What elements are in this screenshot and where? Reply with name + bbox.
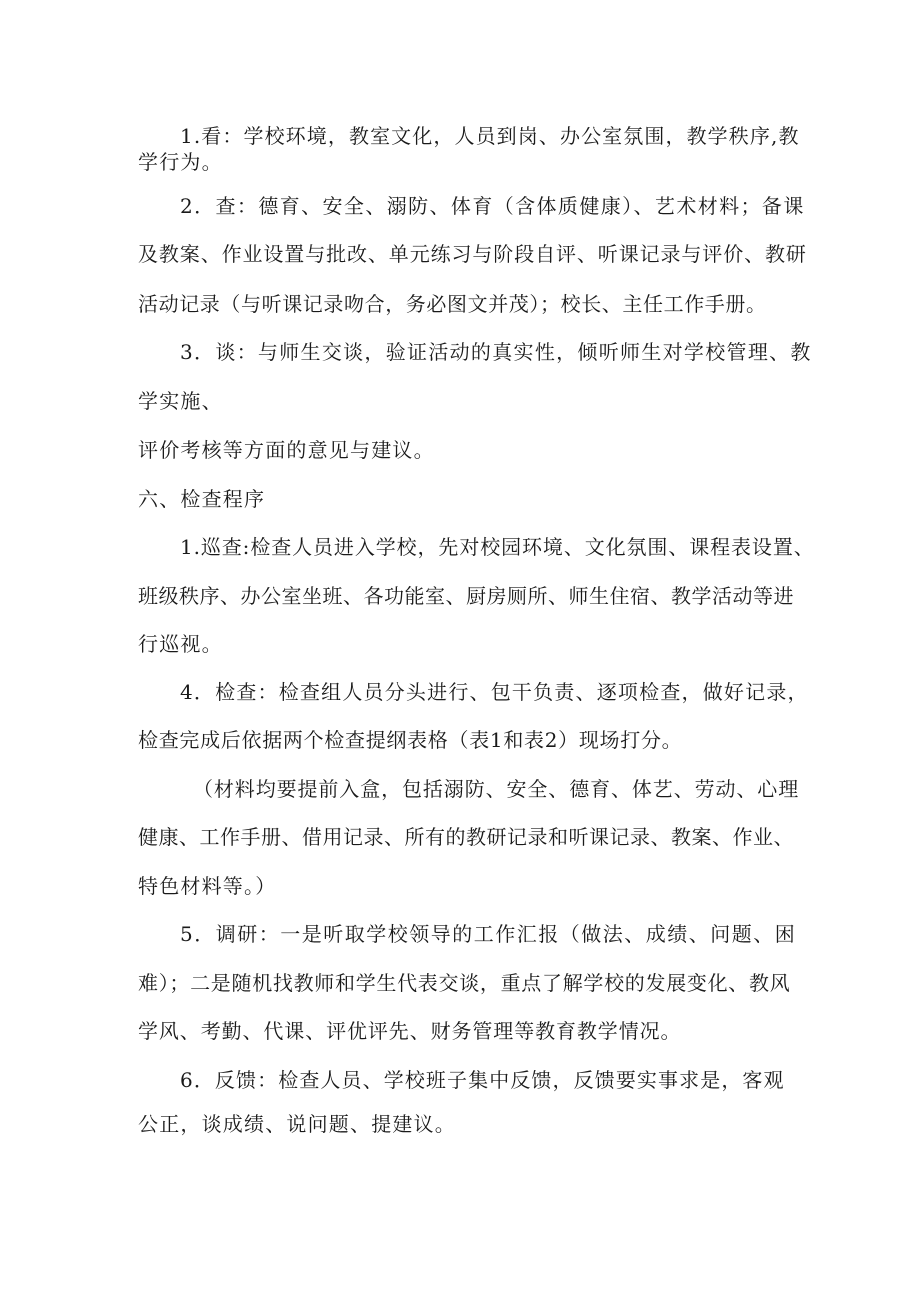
para-6-line-2: 健康、工作手册、借用记录、所有的教研记录和听课记录、教案、作业、 xyxy=(138,825,794,849)
para-2-line-1: 2．查：德育、安全、溺防、体育（含体质健康）、艺术材料；备课 xyxy=(180,194,805,218)
para-5-line-2: 检查完成后依据两个检查提纲表格（表1和表2）现场打分。 xyxy=(138,728,683,752)
para-4-line-3: 行巡视。 xyxy=(138,632,223,656)
para-2-line-3: 活动记录（与听课记录吻合，务必图文并茂）；校长、主任工作手册。 xyxy=(138,292,767,316)
para-5-line-1: 4．检查：检查组人员分头进行、包干负责、逐项检查，做好记录， xyxy=(180,680,809,704)
para-4-line-1: 1.巡查:检查人员进入学校，先对校园环境、文化氛围、课程表设置、 xyxy=(180,535,815,559)
para-7-line-2: 难）；二是随机找教师和学生代表交谈，重点了解学校的发展变化、教风 xyxy=(138,971,791,995)
para-3-line-3: 评价考核等方面的意见与建议。 xyxy=(138,438,435,462)
para-8-line-2: 公正，谈成绩、说问题、提建议。 xyxy=(138,1112,456,1136)
para-3-line-2: 学实施、 xyxy=(138,389,223,413)
para-6-line-1: （材料均要提前入盒，包括溺防、安全、德育、体艺、劳动、心理 xyxy=(193,777,800,801)
para-7-line-3: 学风、考勤、代课、评优评先、财务管理等教育教学情况。 xyxy=(138,1019,682,1043)
para-6-line-3: 特色材料等。） xyxy=(138,874,277,898)
section-heading: 六、检查程序 xyxy=(138,487,266,511)
para-4-line-2: 班级秩序、办公室坐班、各功能室、厨房厕所、师生住宿、教学活动等进 xyxy=(138,584,794,608)
para-3-line-1: 3．谈：与师生交谈，验证活动的真实性，倾听师生对学校管理、教 xyxy=(180,340,812,364)
para-1-line-2: 学行为。 xyxy=(138,150,223,174)
para-2-line-2: 及教案、作业设置与批改、单元练习与阶段自评、听课记录与评价、教研 xyxy=(138,242,807,266)
para-1-line-1: 1.看：学校环境，教室文化，人员到岗、办公室氛围，教学秩序,教 xyxy=(180,124,800,148)
para-8-line-1: 6．反馈：检查人员、学校班子集中反馈，反馈要实事求是，客观 xyxy=(180,1068,785,1092)
para-7-line-1: 5．调研：一是听取学校领导的工作汇报（做法、成绩、问题、困 xyxy=(180,922,797,946)
